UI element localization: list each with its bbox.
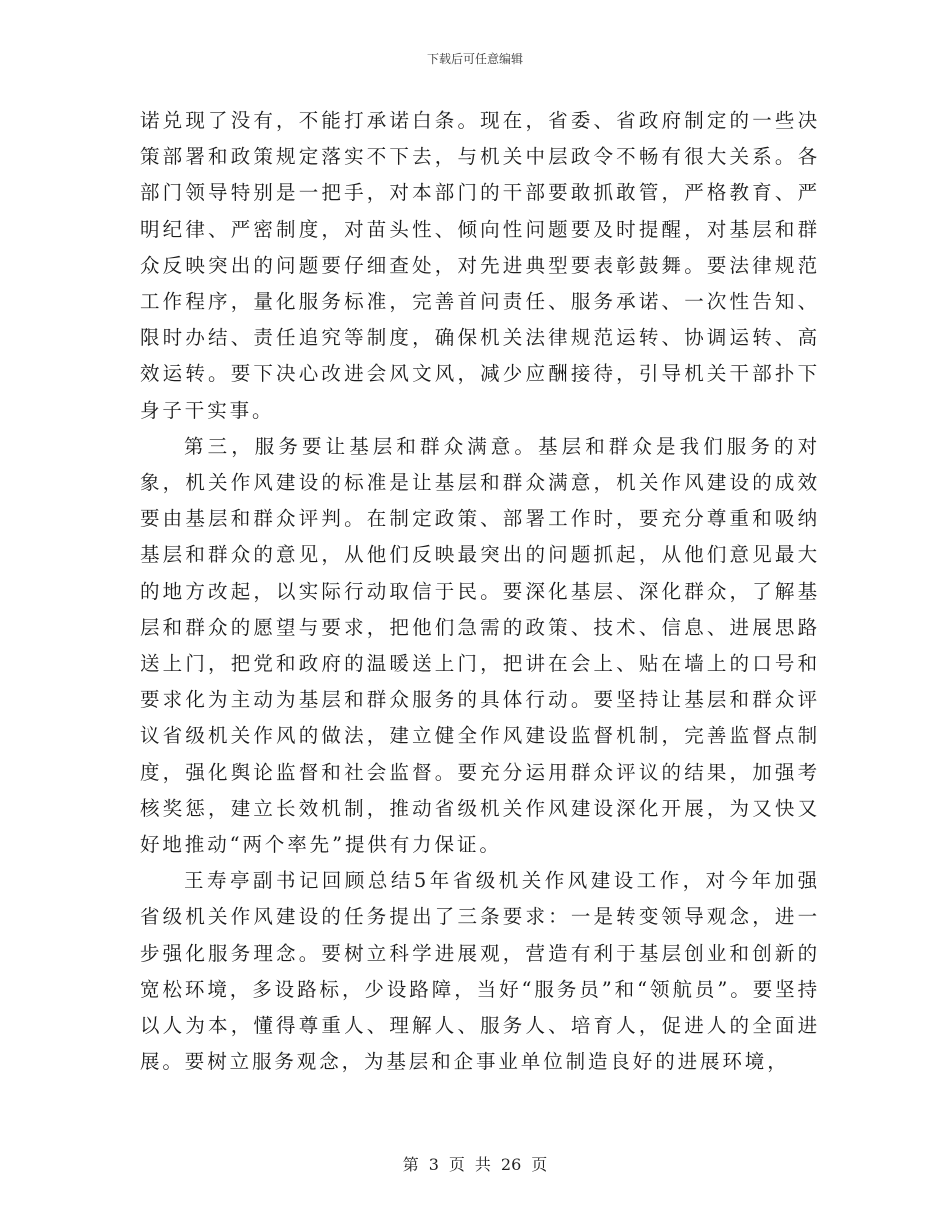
page-footer xyxy=(0,1152,950,1175)
page-number-suffix: 页 xyxy=(531,1155,548,1174)
page-number-prefix: 第 xyxy=(402,1155,419,1174)
page-number-mid: 页 xyxy=(448,1155,465,1174)
current-page-number: 3 xyxy=(428,1155,439,1174)
total-label: 共 xyxy=(474,1155,491,1174)
header-text: 下载后可任意编辑 xyxy=(426,52,523,66)
document-body xyxy=(140,103,820,1080)
total-pages-number: 26 xyxy=(500,1155,522,1174)
paragraph: 王寿亭副书记回顾总结5年省级机关作风建设工作，对今年加强省级机关作风建设的任务提出了三条要求：一是转变领导观念，进一步强化服务理念。要树立科学进展观，营造有利于基层创业和创新的宽松环境，多设路标，少设路障，当好“服务员”和“领航员”。要坚持以人为本，懂得尊重人、理解人、服务人、培育人，促进人的全面进展。要树立服务观念，为基层和企事业单位制造良好的进展环境， xyxy=(140,869,820,1074)
paragraph: 诺兑现了没有，不能打承诺白条。现在，省委、省政府制定的一些决策部署和政策规定落实不下去，与机关中层政令不畅有很大关系。各部门领导特别是一把手，对本部门的干部要敢抓敢管，严格教育、严明纪律、严密制度，对苗头性、倾向性问题要及时提醒，对基层和群众反映突出的问题要仔细查处，对先进典型要表彰鼓舞。要法律规范工作程序，量化服务标准，完善首问责任、服务承诺、一次性告知、限时办结、责任追究等制度，确保机关法律规范运转、协调运转、高效运转。要下决心改进会风文风，减少应酬接待，引导机关干部扑下身子干实事。 xyxy=(140,109,820,422)
paragraph: 第三，服务要让基层和群众满意。基层和群众是我们服务的对象，机关作风建设的标准是让基层和群众满意，机关作风建设的成效要由基层和群众评判。在制定政策、部署工作时，要充分尊重和吸纳基层和群众的意见，从他们反映最突出的问题抓起，从他们意见最大的地方改起，以实际行动取信于民。要深化基层、深化群众，了解基层和群众的愿望与要求，把他们急需的政策、技术、信息、进展思路送上门，把党和政府的温暖送上门，把讲在会上、贴在墙上的口号和要求化为主动为基层和群众服务的具体行动。要坚持让基层和群众评议省级机关作风的做法，建立健全作风建设监督机制，完善监督点制度，强化舆论监督和社会监督。要充分运用群众评议的结果，加强考核奖惩，建立长效机制，推动省级机关作风建设深化开展，为又快又好地推动“两个率先”提供有力保证。 xyxy=(140,434,820,857)
page-header xyxy=(0,50,950,67)
